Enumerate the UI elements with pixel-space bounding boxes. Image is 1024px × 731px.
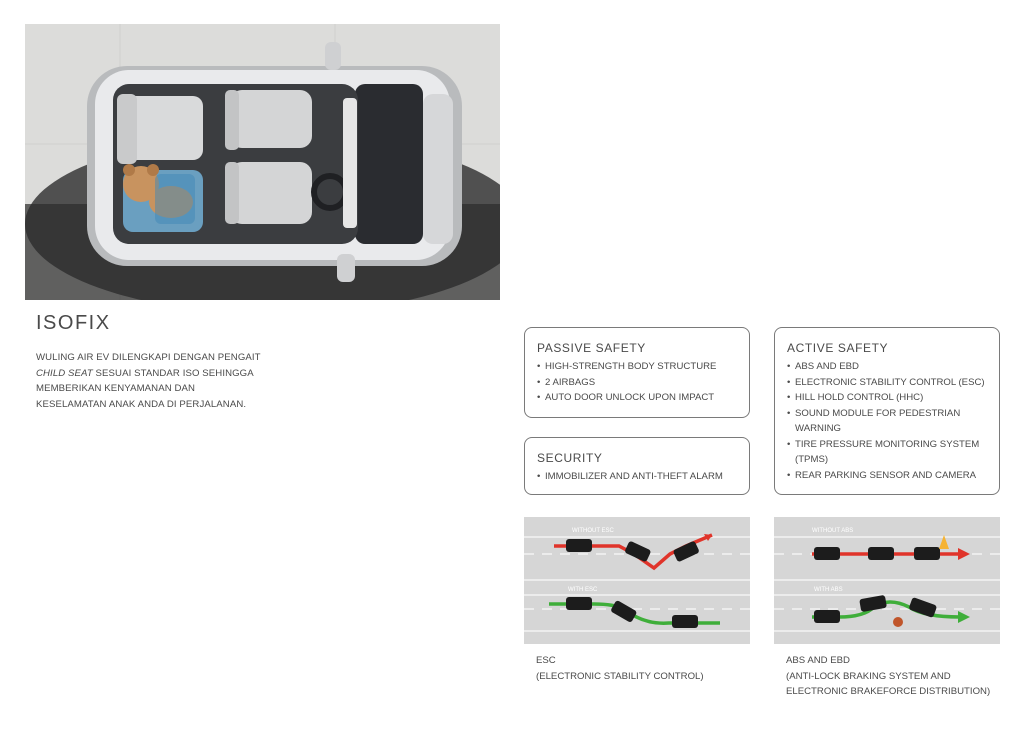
esc-without-label: WITHOUT ESC [572, 528, 614, 534]
abs-caption-line3: ELECTRONIC BRAKEFORCE DISTRIBUTION) [786, 686, 991, 697]
list-item: • REAR PARKING SENSOR AND CAMERA [787, 468, 987, 484]
isofix-desc-part1: WULING AIR EV DILENGKAPI DENGAN PENGAIT [36, 352, 261, 363]
list-item: • ELECTRONIC STABILITY CONTROL (ESC) [787, 375, 987, 391]
esc-caption-line1: ESC [536, 655, 556, 666]
security-box [524, 437, 750, 495]
security-list [537, 469, 737, 485]
active-safety-list [787, 359, 987, 483]
isofix-desc-part2: SESUAI STANDAR ISO SEHINGGA MEMBERIKAN KENYAMANAN DAN KESELAMATAN ANAK ANDA DI PERJALANAN. [36, 367, 254, 410]
ball-icon [893, 617, 903, 627]
passive-safety-box [524, 327, 750, 418]
passive-safety-title: PASSIVE SAFETY [537, 341, 646, 355]
list-item: • HILL HOLD CONTROL (HHC) [787, 390, 987, 406]
isofix-description [36, 350, 266, 412]
passive-safety-list [537, 359, 737, 406]
esc-diagram [524, 517, 750, 644]
active-safety-box [774, 327, 1000, 495]
esc-with-label: WITH ESC [568, 587, 598, 593]
isofix-title: ISOFIX [36, 312, 111, 334]
abs-caption-line1: ABS AND EBD [786, 655, 850, 666]
list-item: • SOUND MODULE FOR PEDESTRIAN WARNING [787, 406, 987, 437]
abs-without-label: WITHOUT ABS [812, 528, 854, 534]
esc-caption [536, 653, 746, 684]
active-safety-title: ACTIVE SAFETY [787, 341, 889, 355]
isofix-desc-italic: CHILD SEAT [36, 367, 93, 379]
list-item: • TIRE PRESSURE MONITORING SYSTEM (TPMS) [787, 437, 987, 468]
esc-caption-line2: (ELECTRONIC STABILITY CONTROL) [536, 670, 704, 682]
list-item: • 2 AIRBAGS [537, 375, 737, 391]
list-item: • IMMOBILIZER AND ANTI-THEFT ALARM [537, 469, 737, 485]
abs-diagram [774, 517, 1000, 644]
abs-caption [786, 653, 1006, 700]
security-title: SECURITY [537, 451, 603, 465]
esc-diagram-illustration [524, 517, 750, 644]
car-top-view-illustration [25, 24, 500, 300]
list-item: • AUTO DOOR UNLOCK UPON IMPACT [537, 390, 737, 406]
list-item: • HIGH-STRENGTH BODY STRUCTURE [537, 359, 737, 375]
abs-diagram-illustration [774, 517, 1000, 644]
abs-with-label: WITH ABS [814, 587, 843, 593]
car-interior-photo [25, 24, 500, 300]
list-item: • ABS AND EBD [787, 359, 987, 375]
abs-caption-line2: (ANTI-LOCK BRAKING SYSTEM AND [786, 670, 951, 682]
